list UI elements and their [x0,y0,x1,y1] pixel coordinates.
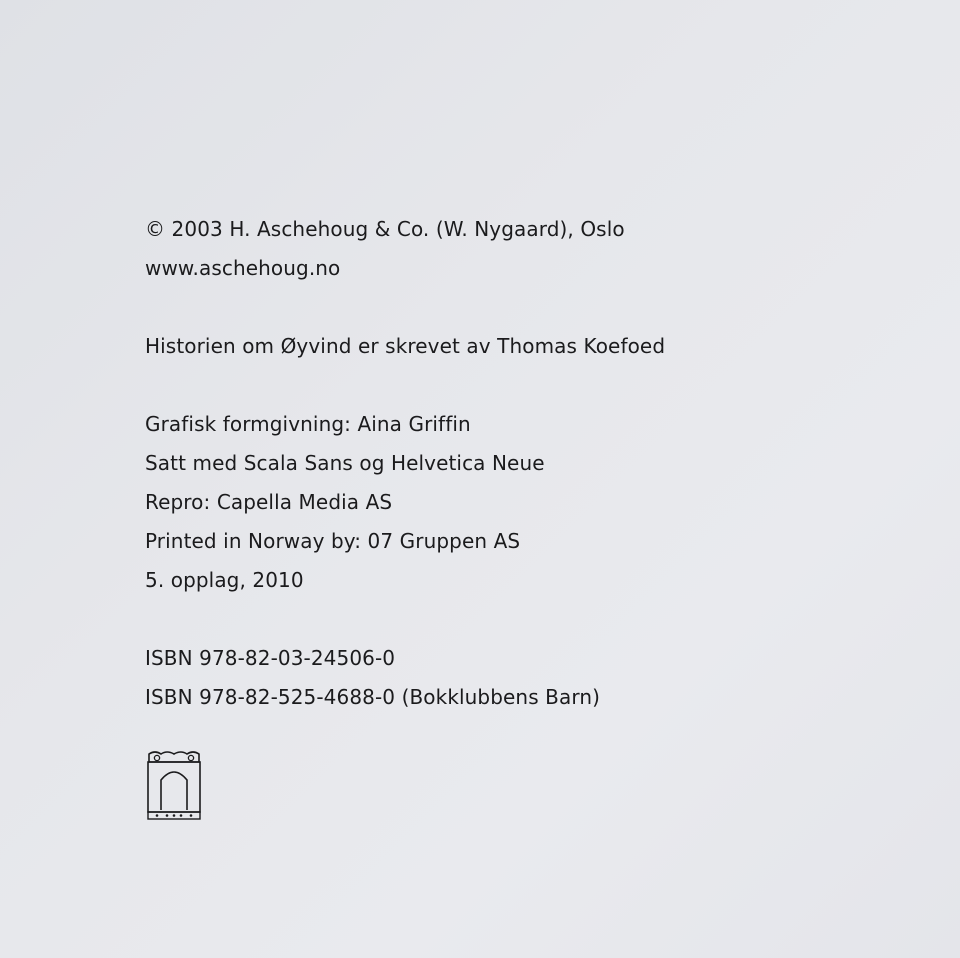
spacer [145,288,785,327]
typeface-credit: Satt med Scala Sans og Helvetica Neue [145,451,545,475]
copyright-line: © 2003 H. Aschehoug & Co. (W. Nygaard), Oslo [145,217,625,241]
publisher-website: www.aschehoug.no [145,256,341,280]
author-note: Historien om Øyvind er skrevet av Thomas Koefoed [145,334,666,358]
isbn-line: ISBN 978-82-525-4688-0 (Bokklubbens Barn) [145,685,601,709]
edition-info: 5. opplag, 2010 [145,568,304,592]
spacer [145,366,785,405]
spacer [145,600,785,639]
isbn-line: ISBN 978-82-03-24506-0 [145,646,396,670]
design-credit: Grafisk formgivning: Aina Griffin [145,412,471,436]
colophon-text-block [145,210,785,717]
publisher-logo-icon [145,750,203,822]
printer-credit: Printed in Norway by: 07 Gruppen AS [145,529,521,553]
repro-credit: Repro: Capella Media AS [145,490,393,514]
